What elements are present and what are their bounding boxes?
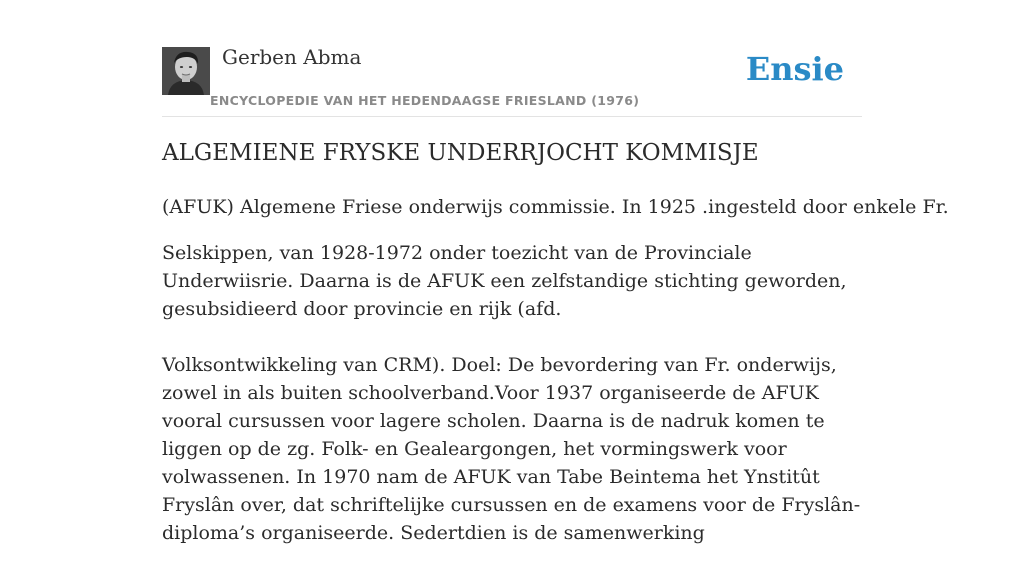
source-label[interactable]: ENCYCLOPEDIE VAN HET HEDENDAAGSE FRIESLAND (1976) [210, 93, 640, 108]
avatar-portrait-icon [162, 47, 210, 95]
header [162, 0, 862, 117]
article-paragraph: Volksontwikkeling van CRM). Doel: De bevordering van Fr. onderwijs, zowel in als buiten schoolverband.Voor 1937 organiseerde de AFUK vooral cursussen voor lagere scholen. Daarna is de nadruk komen te liggen op de zg. Folk- en Gealeargongen, het vormingswerk voor volwassenen. In 1970 nam de AFUK van Tabe Beintema het Ynstitût Fryslân over, dat schriftelijke cursussen en de examens voor de Fryslân-diploma’s organiseerde. Sedertdien is de samenwerking [162, 354, 861, 544]
article-paragraph: Selskippen, van 1928-1972 onder toezicht van de Provinciale Underwiisrie. Daarna is de AFUK een zelfstandige stichting geworden, gesubsidieerd door provincie en rijk (afd. [162, 242, 847, 320]
article-body [162, 239, 862, 575]
avatar[interactable] [162, 47, 210, 95]
page [162, 0, 949, 544]
article-lead: (AFUK) Algemene Friese onderwijs commissie. In 1925 .ingesteld door enkele Fr. [162, 196, 949, 218]
brand-logo[interactable]: Ensie [745, 50, 844, 88]
article-title: ALGEMIENE FRYSKE UNDERRJOCHT KOMMISJE [162, 140, 759, 166]
author-name[interactable]: Gerben Abma [222, 45, 362, 69]
